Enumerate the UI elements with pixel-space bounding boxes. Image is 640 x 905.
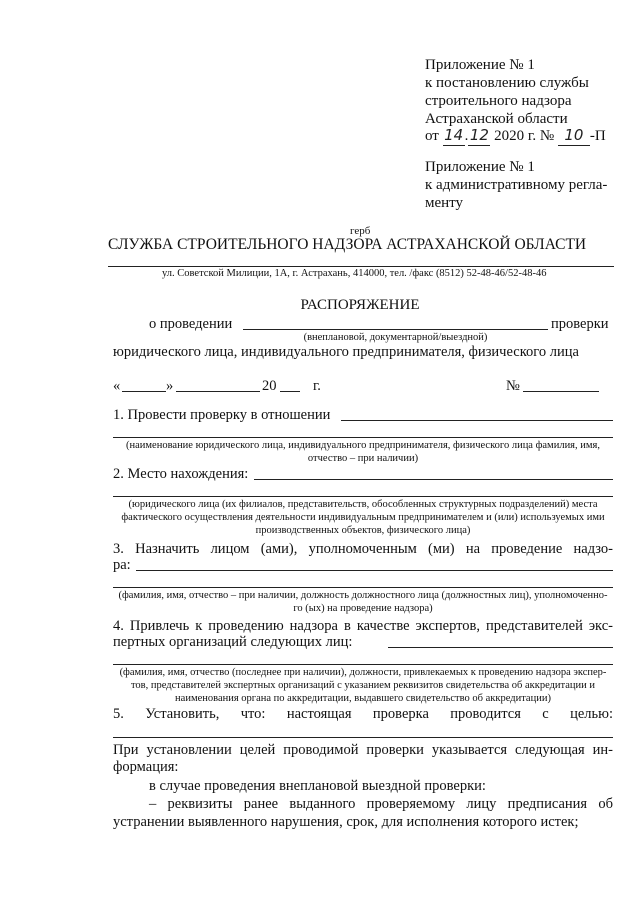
- month-blank: [176, 391, 260, 392]
- appendix1-line2: к постановлению службы: [425, 75, 589, 91]
- item5-line: 5. Установить, что: настоящая проверка проводится с целью:: [113, 706, 613, 722]
- about-blank: [243, 329, 548, 330]
- item4-blank1: [388, 647, 613, 648]
- date-prefix: от: [425, 128, 439, 144]
- item4-blank2: [113, 664, 613, 665]
- para1-line2: формация:: [113, 759, 179, 775]
- about-hint: (внеплановой, документарной/выездной): [303, 332, 488, 343]
- item4-line1: 4. Привлечь к проведению надзора в качестве экспертов, представителей экс-: [113, 618, 613, 634]
- item2-hint3: производственных объектов, физического лица): [255, 525, 471, 536]
- item1-blank2: [113, 437, 613, 438]
- handwritten-day: 14: [444, 126, 464, 144]
- date-year: 2020 г. №: [494, 128, 555, 144]
- item2-blank1: [254, 479, 613, 480]
- number-blank: [523, 391, 599, 392]
- appendix1-date-line: от 14.12 2020 г. № 10 -П: [425, 126, 606, 144]
- item3-line2: ра:: [113, 557, 131, 573]
- item4-hint3: наименования органа по аккредитации, выдавшего свидетельство об аккредитации): [175, 693, 551, 704]
- item1-hint2: отчество – при наличии): [307, 453, 419, 464]
- number-suffix: -П: [589, 128, 606, 144]
- quote-open: «: [113, 378, 121, 394]
- item1-hint1: (наименование юридического лица, индивидуального предпринимателя, физического лица фамилия, имя,: [126, 440, 600, 451]
- order-title: РАСПОРЯЖЕНИЕ: [300, 297, 420, 313]
- appendix2-line3: менту: [425, 195, 464, 211]
- item2-hint2: фактического осуществления деятельности индивидуальным предпринимателем и (или) используемых ими: [121, 512, 605, 523]
- about-suffix: проверки: [551, 316, 609, 332]
- year-suffix: г.: [313, 378, 321, 394]
- para2: в случае проведения внеплановой выездной проверки:: [149, 778, 486, 794]
- appendix1-line1: Приложение № 1: [425, 57, 535, 73]
- item3-blank2: [113, 587, 613, 588]
- org-address: ул. Советской Милиции, 1А, г. Астрахань, 414000, тел. /факс (8512) 52-48-46/52-48-46: [162, 268, 547, 279]
- item2-blank2: [113, 496, 613, 497]
- item3-hint2: го (ых) на проведение надзора): [293, 603, 433, 614]
- para1-line1: При установлении целей проводимой проверки указывается следующая ин-: [113, 742, 613, 758]
- header-rule: [108, 266, 614, 267]
- year-blank: [280, 391, 300, 392]
- item2-label: 2. Место нахождения:: [113, 466, 249, 482]
- item3-hint1: (фамилия, имя, отчество – при наличии, должность должностного лица (должностных лиц), уполномоченно-: [118, 590, 608, 601]
- number-label: №: [506, 378, 520, 394]
- item3-line1: 3. Назначить лицом (ами), уполномоченным (ми) на проведение надзо-: [113, 541, 613, 557]
- day-blank: [122, 391, 166, 392]
- appendix1-line3: строительного надзора: [425, 93, 572, 109]
- item1-blank1: [341, 420, 613, 421]
- item1-label: 1. Провести проверку в отношении: [113, 407, 331, 423]
- org-name: СЛУЖБА СТРОИТЕЛЬНОГО НАДЗОРА АСТРАХАНСКОЙ ОБЛАСТИ: [108, 236, 587, 253]
- item3-blank1: [136, 570, 613, 571]
- para3-line1: – реквизиты ранее выданного проверяемому лицу предписания об: [149, 796, 613, 812]
- quote-close: »: [166, 378, 174, 394]
- order-subject: юридического лица, индивидуального предпринимателя, физического лица: [113, 344, 579, 360]
- appendix2-line2: к административному регла-: [425, 177, 608, 193]
- item5-blank: [113, 737, 613, 738]
- appendix2-line1: Приложение № 1: [425, 159, 535, 175]
- appendix1-line4: Астраханской области: [425, 111, 568, 127]
- para3-line2: устранении выявленного нарушения, срок, для исполнения которого истек;: [113, 814, 579, 830]
- item4-hint1: (фамилия, имя, отчество (последнее при наличии), должности, привлекаемых к проведению надзора экспер-: [119, 667, 607, 678]
- item4-line2: пертных организаций следующих лиц:: [113, 634, 353, 650]
- coat-of-arms-label: герб: [350, 225, 371, 237]
- year-prefix: 20: [262, 378, 277, 394]
- item2-hint1: (юридического лица (их филиалов, представительств, обособленных структурных подразделений) места: [128, 499, 598, 510]
- handwritten-number: 10: [564, 126, 584, 144]
- about-prefix: о проведении: [149, 316, 233, 332]
- item4-hint2: тов, представителей экспертных организаций с указанием реквизитов свидетельства об аккредитации и: [130, 680, 596, 691]
- handwritten-month: 12: [469, 126, 489, 144]
